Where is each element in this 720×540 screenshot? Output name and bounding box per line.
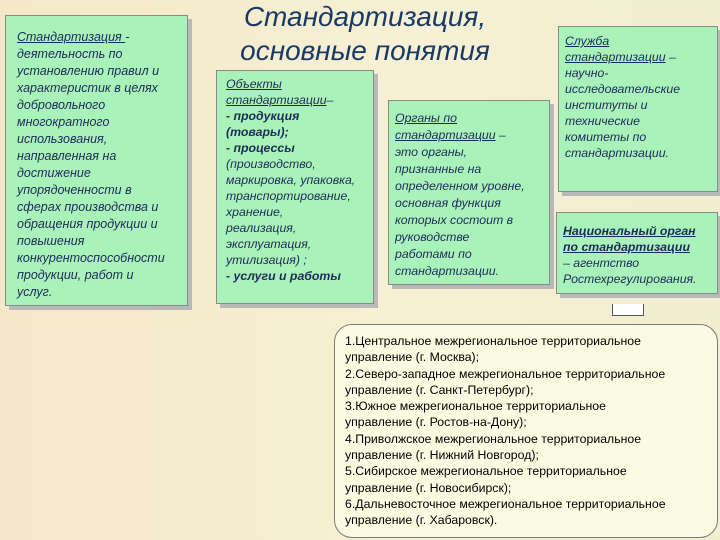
organs-line: основная функция (395, 196, 501, 210)
service-term-suffix: – (665, 50, 676, 64)
objects-term-line-2 (226, 92, 373, 108)
organs-term-line-2 (395, 127, 544, 144)
region-line: 4.Приволжское межрегиональное территориальное (345, 431, 642, 446)
objects-term: стандартизации (226, 93, 327, 107)
national-term-line-2: по стандартизации (563, 240, 690, 254)
definition-line: упорядоченности в (17, 183, 132, 197)
definition-line: деятельность по (17, 47, 123, 61)
title-line-2: основные понятия (240, 35, 490, 66)
organs-line: которых состоит в (395, 213, 514, 227)
objects-products: - продукция (226, 109, 300, 123)
national-body-box (556, 212, 718, 294)
region-line: 3.Южное межрегиональное территориальное (345, 399, 606, 414)
definition-dash: - (125, 30, 130, 44)
objects-products-paren: (товары); (226, 125, 289, 139)
organs-line: определенном уровне, (395, 179, 525, 193)
national-line: Ростехрегулирования. (563, 272, 697, 286)
region-line: управление (г. Москва); (345, 350, 480, 365)
region-line: 6.Дальневосточное межрегиональное территориальное (345, 496, 666, 511)
region-line: управление (г. Санкт-Петербург); (345, 382, 534, 397)
organs-term: стандартизации (395, 128, 496, 142)
organs-term-suffix: – (495, 128, 506, 142)
regional-offices-list (334, 324, 718, 538)
objects-process-line: эксплуатация, (226, 237, 312, 251)
definition-line: конкурентоспособности (17, 251, 165, 265)
title-line-1: Стандартизация, (243, 1, 487, 32)
objects-process-line: реализация, (226, 221, 297, 235)
service-term: стандартизации (565, 50, 666, 64)
region-line: 5.Сибирское межрегиональное территориальное (345, 464, 627, 479)
definition-box (5, 15, 188, 306)
organs-line: руководстве (395, 230, 470, 244)
organs-line: это органы, (395, 145, 468, 159)
definition-line: повышения (17, 234, 85, 248)
service-line: комитеты по (565, 130, 647, 144)
definition-line: установлению правил и (17, 64, 160, 78)
objects-term-line-1: Объекты (226, 77, 282, 91)
region-line: управление (г. Новосибирск); (345, 480, 512, 495)
objects-processes: - процессы (226, 141, 295, 155)
service-line: исследовательские (565, 82, 681, 96)
definition-line: достижение (17, 166, 91, 180)
national-line: – агентство (563, 256, 640, 270)
connector-bracket (612, 304, 644, 316)
objects-term-suffix: – (326, 93, 334, 107)
objects-process-line: маркировка, упаковка, (226, 173, 356, 187)
organs-line: признанные на (395, 162, 482, 176)
objects-services: - услуги и работы (226, 269, 341, 283)
organs-box (388, 100, 550, 285)
region-line: управление (г. Нижний Новгород); (345, 448, 539, 463)
objects-process-line: утилизация) ; (226, 253, 307, 267)
service-line: технические (565, 114, 640, 128)
objects-process-line: (производство, (226, 157, 316, 171)
organs-term-line-1: Органы по (395, 111, 458, 125)
definition-line: услуг. (17, 285, 53, 299)
slide-title (205, 0, 525, 68)
region-line: 2.Северо-западное межрегиональное территориальное (345, 366, 666, 381)
definition-term: Стандартизация (17, 30, 126, 44)
definition-term-line (17, 29, 181, 46)
definition-line: характеристик в целях (17, 81, 158, 95)
definition-line: использования, (17, 132, 108, 146)
definition-line: продукции, работ и (17, 268, 134, 282)
objects-process-line: транспортирование, (226, 189, 351, 203)
definition-line: сферах производства и (17, 200, 159, 214)
service-box (558, 26, 718, 192)
definition-line: обращения продукции и (17, 217, 158, 231)
organs-line: работами по (395, 247, 472, 261)
region-line: 1.Центральное межрегиональное территориальное (345, 334, 641, 348)
objects-process-line: хранение, (226, 205, 284, 219)
service-line: стандартизации. (565, 146, 669, 160)
service-line: институты и (565, 98, 648, 112)
service-line: научно- (565, 66, 609, 80)
service-term-line-1: Служба (565, 34, 610, 48)
objects-box (216, 70, 374, 304)
organs-line: стандартизации. (395, 264, 499, 278)
definition-line: добровольного (17, 98, 106, 112)
definition-line: направленная на (17, 149, 117, 163)
national-term-line-1: Национальный орган (563, 224, 696, 238)
definition-line: многократного (17, 115, 110, 129)
region-line: управление (г. Ростов-на-Дону); (345, 415, 527, 430)
region-line: управление (г. Хабаровск). (345, 513, 498, 528)
service-term-line-2 (565, 49, 713, 65)
